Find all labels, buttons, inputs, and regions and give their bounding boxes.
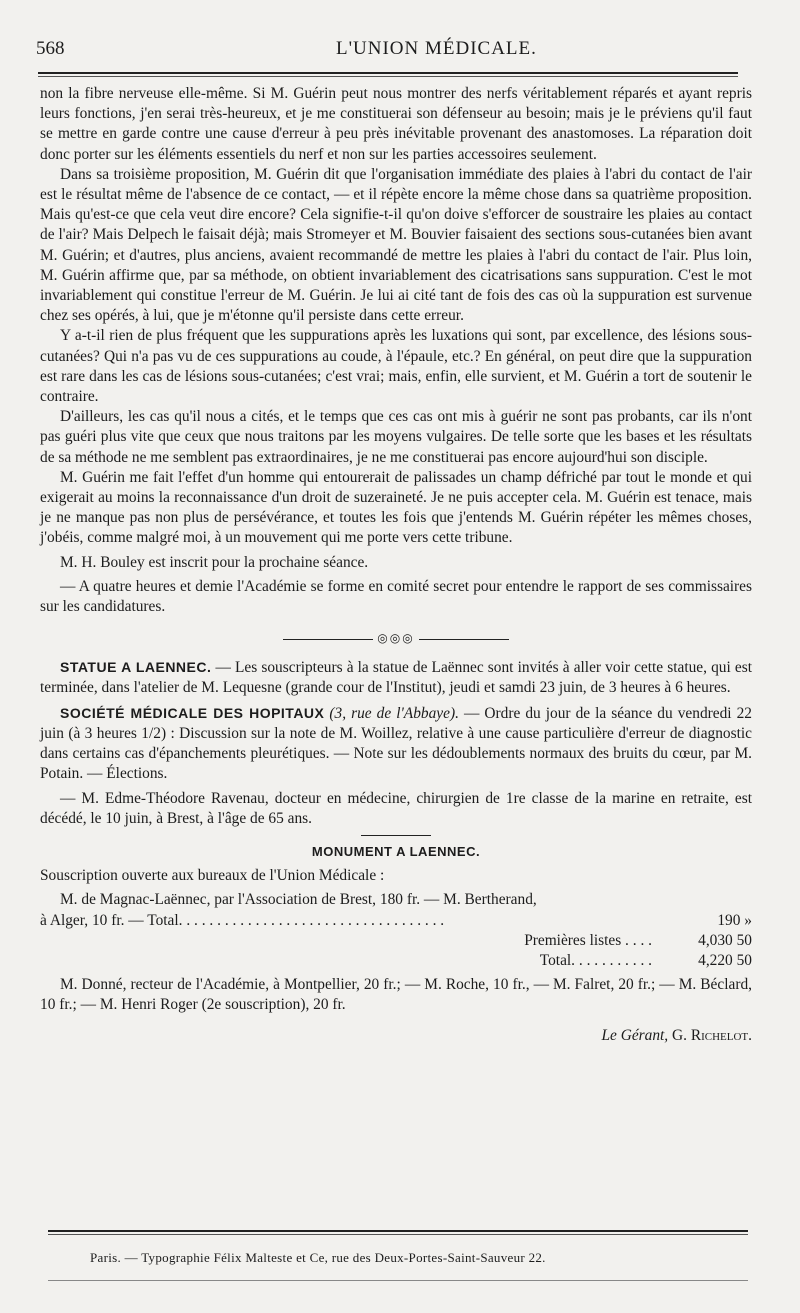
societe-address: (3, rue de l'Abbaye). [324, 704, 459, 722]
premieres-label: Premières listes . . . . [524, 931, 652, 949]
paragraph: — A quatre heures et demie l'Académie se forme en comité secret pour entendre le rapport de ses commissaires sur les candidatures. [40, 577, 752, 616]
deces-notice: — M. Edme-Théodore Ravenau, docteur en médecine, chirurgien de 1re classe de la marine en retraite, est décédé, le 10 juin, à Brest, à l'âge de 65 ans. [40, 789, 752, 827]
premieres-amount: 4,030 50 [698, 931, 752, 949]
monument-intro: Souscription ouverte aux bureaux de l'Union Médicale : [40, 867, 385, 885]
subscription-line-label: à Alger, 10 fr. — Total. . . . . . . . . . . . . . . . . . . . . . . . . . . . . . . . . . . [40, 911, 445, 929]
subscription-total-row [40, 911, 752, 931]
page-header [36, 38, 770, 70]
societe-text: — Ordre du jour de la séance du vendredi 22 juin (à 3 heures 1/2) : Discussion sur la note de M. Woillez, relative à une cause particulière d'erreur de diagnostic dans certains cas d'épanchements pleurétiques. — Note sur les dédoublements normaux des bruits du cœur, par M. Potain. — Élections. [40, 704, 753, 783]
statue-notice [40, 657, 752, 698]
paragraph: M. Guérin me fait l'effet d'un homme qui entourerait de palissades un champ défriché par tout le monde et qui exigerait au moins la reconnaissance d'un droit de suzeraineté. Je ne puis accepter cela. M. Guérin est tenace, mais je ne manque pas non plus de persévérance, et toutes les fois que j'entends M. Guérin répéter les mêmes choses, j'obéis, comme malgré moi, à un mouvement qui me porte vers cette tribune. [40, 468, 752, 547]
bottom-rule [48, 1280, 748, 1281]
paragraph: non la fibre nerveuse elle-même. Si M. Guérin peut nous montrer des nerfs véritablement réparés et ayant repris leurs fonctions, j'en serai très-heureux, et je me constituerai son défenseur au besoin; mais je le préviens qu'il faut se mettre en garde contre une cause d'erreur à peu près inévitable provenant des anastomoses. La réparation doit donc porter sur les éléments essentiels du nerf et non sur les parties accessoires seulement. [40, 85, 752, 163]
total-label: Total. . . . . . . . . . . [539, 951, 652, 969]
premieres-row [40, 931, 752, 951]
total-row [40, 951, 752, 971]
total-amount: 4,220 50 [698, 951, 752, 969]
signature [40, 1026, 752, 1046]
subscription-line-amount: 190 » [717, 911, 752, 929]
footer-rule [48, 1230, 748, 1232]
page-number: 568 [36, 38, 65, 59]
societe-notice [40, 703, 752, 785]
header-rule [38, 72, 738, 74]
signature-prefix: Le Gérant, [601, 1026, 669, 1044]
footer-rule-thin [48, 1234, 748, 1235]
section-ornament: ◎◎◎ [40, 631, 752, 645]
societe-label: SOCIÉTÉ MÉDICALE DES HOPITAUX [60, 704, 325, 721]
printer-imprint: Paris. — Typographie Félix Malteste et Ce, rue des Deux-Portes-Saint-Sauveur 22. [90, 1250, 546, 1265]
paragraph: D'ailleurs, les cas qu'il nous a cités, et le temps que ces cas ont mis à guérir ne sont pas probants, car ils n'ont pas guéri plus vite que ceux que nous traitons par les moyens vulgaires. De telle sorte que les bases et les résultats de sa méthode ne me semblent pas extraordinaires, je ne me constituerai pas encore aujourd'hui son disciple. [40, 408, 752, 466]
running-title: L'UNION MÉDICALE. [336, 38, 537, 59]
subscription-line: M. de Magnac-Laënnec, par l'Association de Brest, 180 fr. — M. Bertherand, [60, 891, 537, 909]
statue-text: — Les souscripteurs à la statue de Laënnec sont invités à aller voir cette statue, qui est terminée, dans l'atelier de M. Lequesne (grande cour de l'Institut), jeudi et samdi 23 juin, de 3 heures à 6 heures. [40, 659, 752, 697]
body-text [40, 84, 752, 1046]
signature-name: G. Richelot. [672, 1026, 752, 1044]
subscription-closing: M. Donné, recteur de l'Académie, à Montpellier, 20 fr.; — M. Roche, 10 fr., — M. Falret, 20 fr.; — M. Béclard, 10 fr.; — M. Henri Roger (2e souscription), 20 fr. [40, 976, 752, 1014]
divider [361, 835, 431, 836]
paragraph: Dans sa troisième proposition, M. Guérin dit que l'organisation immédiate des plaies à l'abri du contact de l'air est le résultat même de l'absence de ce contact, — et il répète encore la même chose dans sa quatrième proposition. Mais qu'est-ce que cela veut dire encore? Cela signifie-t-il qu'on doive s'efforcer de soustraire les plaies au contact de l'air? Mais Delpech le faisait déjà; mais Stromeyer et M. Bouvier faisaient des sections sous-cutanées bien avant M. Guérin; et d'autres, plus anciens, avaient recommandé de mettre les plaies à l'abri du contact de l'air. Plus loin, M. Guérin affirme que, par sa méthode, on obtient invariablement des cicatrisations sans suppuration. C'est le mot invariablement qui constitue l'erreur de M. Guérin. Je lui ai cité tant de fois des cas où la suppuration est survenue chez ses opérés, à lui, que je m'étonne qu'il persiste dans cette erreur. [40, 165, 752, 325]
monument-title: MONUMENT A LAENNEC. [311, 843, 481, 859]
paragraph: M. H. Bouley est inscrit pour la prochaine séance. [60, 553, 369, 571]
paragraph: Y a-t-il rien de plus fréquent que les suppurations après les luxations qui sont, par excellence, des lésions sous-cutanées? Qui n'a pas vu de ces suppurations au coude, à l'épaule, etc.? En général, on peut dire que la suppuration est rare dans les cas de lésions sous-cutanées; c'est vrai; mais, enfin, elle survient, et M. Guérin a tort de soutenir le contraire. [40, 327, 752, 406]
header-rule-thin [38, 76, 738, 77]
statue-label: STATUE A LAENNEC. [60, 659, 212, 676]
